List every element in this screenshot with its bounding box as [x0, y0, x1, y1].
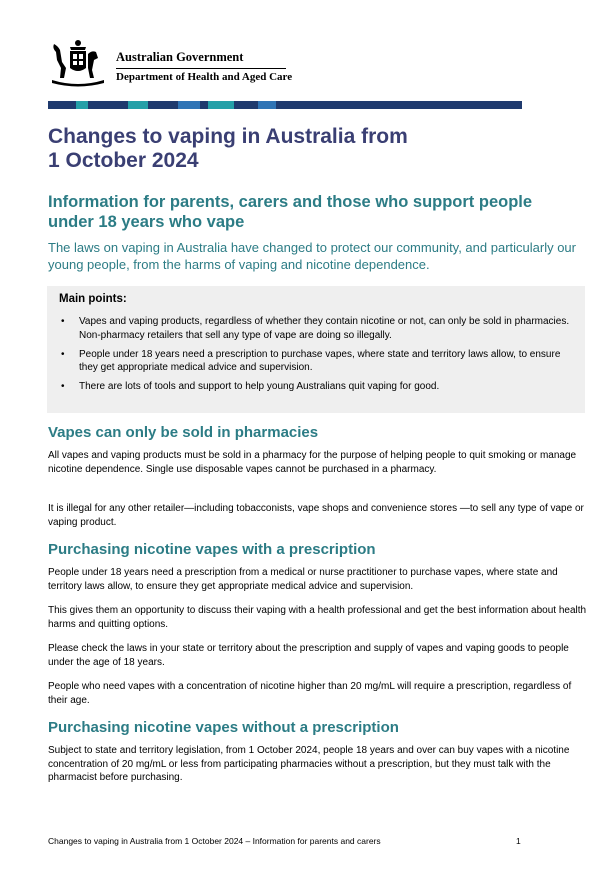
decorative-color-bar: [48, 101, 522, 109]
page-title-line1: Changes to vaping in Australia from: [48, 125, 408, 148]
main-point-item: • There are lots of tools and support to help young Australians quit vaping for good.: [59, 380, 574, 394]
main-point-item: • Vapes and vaping products, regardless of whether they contain nicotine or not, can only be sold in pharmacies. Non-pharmacy retailers that sell any type of vape are doing so illegally.: [59, 315, 574, 342]
section-paragraph: This gives them an opportunity to discuss their vaping with a health professional and get the best information about health harms and quitting options.: [48, 605, 587, 630]
section-paragraph: It is illegal for any other retailer—including tobacconists, vape shops and convenience stores —to sell any type of vape or vaping product.: [48, 503, 584, 528]
department-name: Department of Health and Aged Care: [116, 71, 293, 83]
header-divider: [116, 68, 286, 69]
page-subtitle: Information for parents, carers and those who support people under 18 years who vape: [48, 193, 533, 231]
coat-of-arms-logo: [48, 38, 108, 88]
main-points-box: [47, 286, 585, 413]
page-title: [48, 125, 568, 173]
section-heading-with-prescription: Purchasing nicotine vapes with a prescription: [48, 541, 376, 558]
page-number: 1: [516, 836, 521, 846]
page-title-line2: 1 October 2024: [48, 149, 199, 172]
section-heading-without-prescription: Purchasing nicotine vapes without a prescription: [48, 719, 399, 736]
section-heading-pharmacies: Vapes can only be sold in pharmacies: [48, 424, 319, 441]
section-paragraph: People who need vapes with a concentration of nicotine higher than 20 mg/mL will require a prescription, regardless of their age.: [48, 681, 572, 706]
main-point-item: • People under 18 years need a prescription to purchase vapes, where state and territory laws allow, to ensure they get appropriate medical advice and supervision.: [59, 348, 574, 375]
footer-text: Changes to vaping in Australia from 1 October 2024 – Information for parents and carers: [48, 836, 381, 846]
main-points-heading: Main points:: [59, 293, 127, 305]
intro-paragraph: The laws on vaping in Australia have changed to protect our community, and particularly our young people, from the harms of vaping and nicotine dependence.: [48, 240, 576, 272]
government-header: [48, 38, 348, 88]
government-name: Australian Government: [116, 50, 244, 64]
section-paragraph: Subject to state and territory legislation, from 1 October 2024, people 18 years and over can buy vapes with a nicotine concentration of 20 mg/mL or less from participating pharmacies without a prescription, but they must talk with the pharmacist before purchasing.: [48, 745, 570, 783]
main-points-list: [59, 315, 574, 399]
section-paragraph: People under 18 years need a prescription from a medical or nurse practitioner to purchase vapes, where state and territory laws allow, to ensure they get appropriate medical advice and supervision.: [48, 567, 558, 592]
section-paragraph: All vapes and vaping products must be sold in a pharmacy for the purpose of helping people to quit smoking or manage nicotine dependence. Single use disposable vapes cannot be purchased in a pharmacy.: [48, 450, 577, 475]
section-paragraph: Please check the laws in your state or territory about the prescription and supply of vapes and vaping goods to people under the age of 18 years.: [48, 643, 569, 668]
